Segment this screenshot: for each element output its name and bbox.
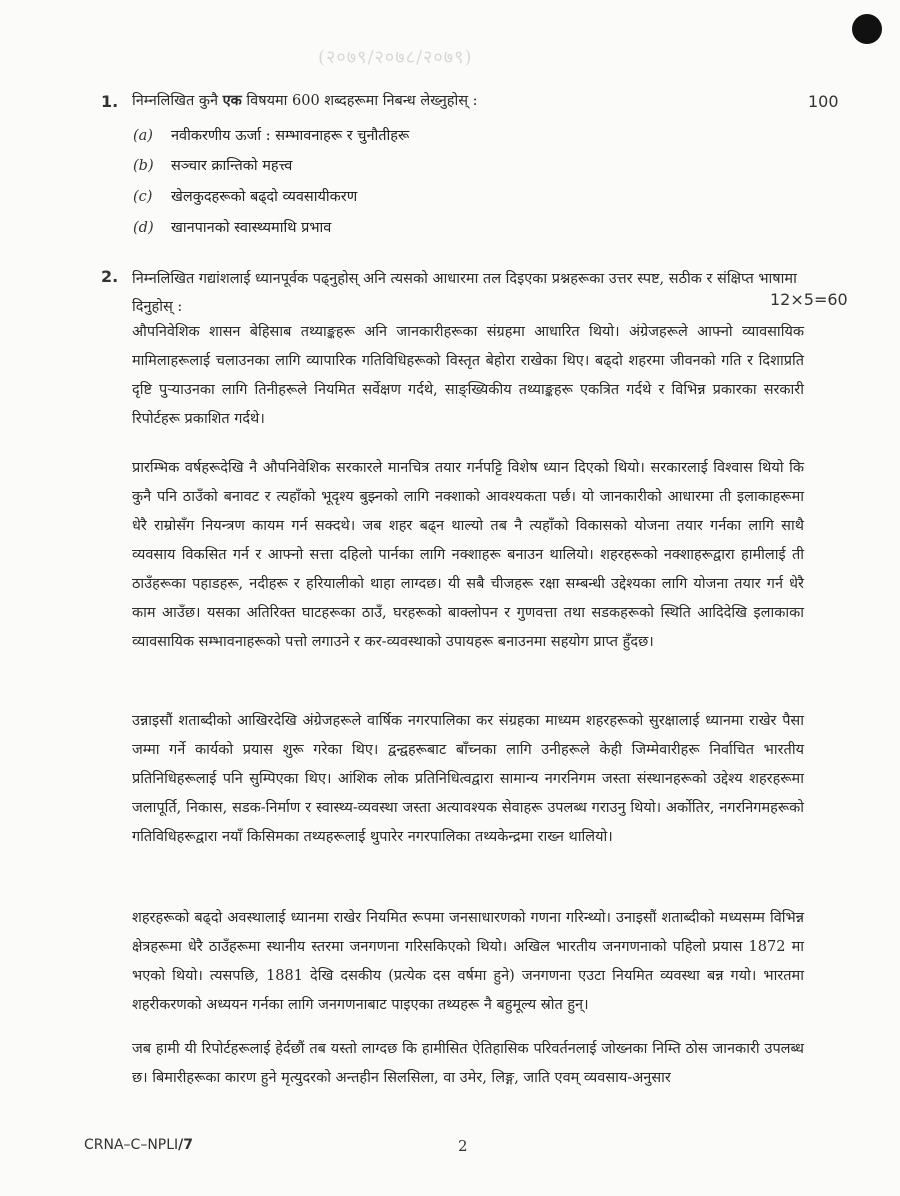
option-label: (b) bbox=[133, 158, 154, 174]
option-text: खेलकुदहरूको बढ्दो व्यवसायीकरण bbox=[171, 189, 358, 205]
question-2-marks: 12×5=60 bbox=[770, 290, 848, 309]
question-1-marks: 100 bbox=[808, 92, 839, 111]
option-text: सञ्चार क्रान्तिको महत्त्व bbox=[171, 158, 293, 174]
question-1-number: 1. bbox=[101, 92, 119, 111]
option-label: (d) bbox=[133, 220, 154, 236]
question-2-number: 2. bbox=[101, 267, 119, 286]
option-a bbox=[133, 125, 409, 145]
page-number: 2 bbox=[458, 1137, 468, 1155]
question-1-text-after: विषयमा 600 शब्दहरूमा निबन्ध लेख्नुहोस् : bbox=[241, 93, 478, 109]
faint-header: (२०७९/२०७८/२०७९) bbox=[318, 47, 473, 68]
option-text: खानपानको स्वास्थ्यमाथि प्रभाव bbox=[171, 220, 332, 236]
corner-dot bbox=[852, 14, 882, 44]
option-c bbox=[133, 186, 357, 206]
passage-paragraph: प्रारम्भिक वर्षहरूदेखि नै औपनिवेशिक सरकारले मानचित्र तयार गर्नपट्टि विशेष ध्यान दिएको थियो। सरकारलाई विश्वास थियो कि कुनै पनि ठाउँको बनावट र त्यहाँको भूदृश्य बुझ्नको लागि नक्शाको आवश्यकता पर्छ। यो जानकारीको आधारमा ती इलाकाहरूमा धेरै राम्रोसँग नियन्त्रण कायम गर्न सक्दथे। जब शहर बढ्न थाल्यो तब नै त्यहाँको विकासको योजना तयार गर्नका लागि साथै व्यवसाय विकसित गर्न र आफ्नो सत्ता दहिलो पार्नका लागि नक्शाहरू बनाउन थालियो। शहरहरूको नक्शाहरूद्वारा हामीलाई ती ठाउँहरूका पहाडहरू, नदीहरू र हरियालीको थाहा लाग्दछ। यी सबै चीजहरू रक्षा सम्बन्धी उद्देश्यका लागि योजना तयार गर्न धेरै काम आउँछ। यसका अतिरिक्त घाटहरूका ठाउँ, घरहरूको बाक्लोपन र गुणवत्ता तथा सडकहरूको स्थिति आदिदेखि इलाकाका व्यावसायिक सम्भावनाहरूको पत्तो लगाउने र कर-व्यवस्थाको उपायहरू बनाउनमा सहयोग प्राप्त हुँदछ। bbox=[132, 460, 804, 650]
question-1-text-before: निम्नलिखित कुनै bbox=[132, 93, 223, 109]
paper-code-bold: /7 bbox=[178, 1137, 194, 1153]
passage-paragraph: उन्नाइसौं शताब्दीको आखिरदेखि अंग्रेजहरूले वार्षिक नगरपालिका कर संग्रहका माध्यम शहरहरूको सुरक्षालाई ध्यानमा राखेर पैसा जम्मा गर्ने कार्यको प्रयास शुरू गरेका थिए। द्वन्द्वहरूबाट बाँच्नका लागि उनीहरूले केही जिम्मेवारीहरू निर्वाचित भारतीय प्रतिनिधिहरूलाई पनि सुम्पिएका थिए। आंशिक लोक प्रतिनिधित्वद्वारा सामान्य नगरनिगम जस्ता संस्थानहरूको उद्देश्य शहरहरूमा जलापूर्ति, निकास, सडक-निर्माण र स्वास्थ्य-व्यवस्था जस्ता अत्यावश्यक सेवाहरू उपलब्ध गराउनु थियो। अर्कोतिर, नगरनिगमहरूको गतिविधिहरूद्वारा नयाँ किसिमका तथ्यहरूलाई थुपारेर नगरपालिका तथ्यकेन्द्रमा राख्न थालियो। bbox=[132, 713, 804, 845]
option-label: (a) bbox=[133, 128, 153, 144]
question-1-text bbox=[132, 90, 478, 110]
question-2-text: निम्नलिखित गद्यांशलाई ध्यानपूर्वक पढ्नुहोस् अनि त्यसको आधारमा तल दिइएका प्रश्नहरूका उत्तर स्पष्ट, सठीक र संक्षिप्त भाषामा दिनुहोस् : bbox=[132, 271, 797, 315]
paper-code-text: CRNA–C–NPLI bbox=[84, 1137, 179, 1153]
option-b bbox=[133, 155, 292, 175]
passage-paragraph: शहरहरूको बढ्दो अवस्थालाई ध्यानमा राखेर नियमित रूपमा जनसाधारणको गणना गरिन्थ्यो। उनाइसौं शताब्दीको मध्यसम्म विभिन्न क्षेत्रहरूमा धेरै ठाउँहरूमा स्थानीय स्तरमा जनगणना गरिसकिएको थियो। अखिल भारतीय जनगणनाको पहिलो प्रयास 1872 मा भएको थियो। त्यसपछि, 1881 देखि दसकीय (प्रत्येक दस वर्षमा हुने) जनगणना एउटा नियमित व्यवस्था बन्न गयो। भारतमा शहरीकरणको अध्ययन गर्नका लागि जनगणनाबाट पाइएका तथ्यहरू नै बहुमूल्य स्रोत हुन्। bbox=[132, 910, 804, 1013]
option-d bbox=[133, 217, 331, 237]
option-label: (c) bbox=[133, 189, 153, 205]
option-text: नवीकरणीय ऊर्जा : सम्भावनाहरू र चुनौतीहरू bbox=[171, 128, 410, 144]
question-1-text-bold: एक bbox=[222, 92, 242, 109]
paper-code bbox=[84, 1137, 193, 1153]
passage-paragraph: औपनिवेशिक शासन बेहिसाब तथ्याङ्कहरू अनि जानकारीहरूका संग्रहमा आधारित थियो। अंग्रेजहरूले आफ्नो व्यावसायिक मामिलाहरूलाई चलाउनका लागि व्यापारिक गतिविधिहरूको विस्तृत बेहोरा राखेका थिए। बढ्दो शहरमा जीवनको गति र दिशाप्रति दृष्टि पुऱ्याउनका लागि तिनीहरूले नियमित सर्वेक्षण गर्दथे, साङ्ख्यिकीय तथ्याङ्कहरू एकत्रित गर्दथे र विभिन्न प्रकारका सरकारी रिपोर्टहरू प्रकाशित गर्दथे। bbox=[132, 324, 804, 427]
passage-paragraph: जब हामी यी रिपोर्टहरूलाई हेर्दछौं तब यस्तो लाग्दछ कि हामीसित ऐतिहासिक परिवर्तनलाई जोख्नका निम्ति ठोस जानकारी उपलब्ध छ। बिमारीहरूका कारण हुने मृत्युदरको अन्तहीन सिलसिला, वा उमेर, लिङ्ग, जाति एवम् व्यवसाय-अनुसार bbox=[132, 1041, 804, 1086]
